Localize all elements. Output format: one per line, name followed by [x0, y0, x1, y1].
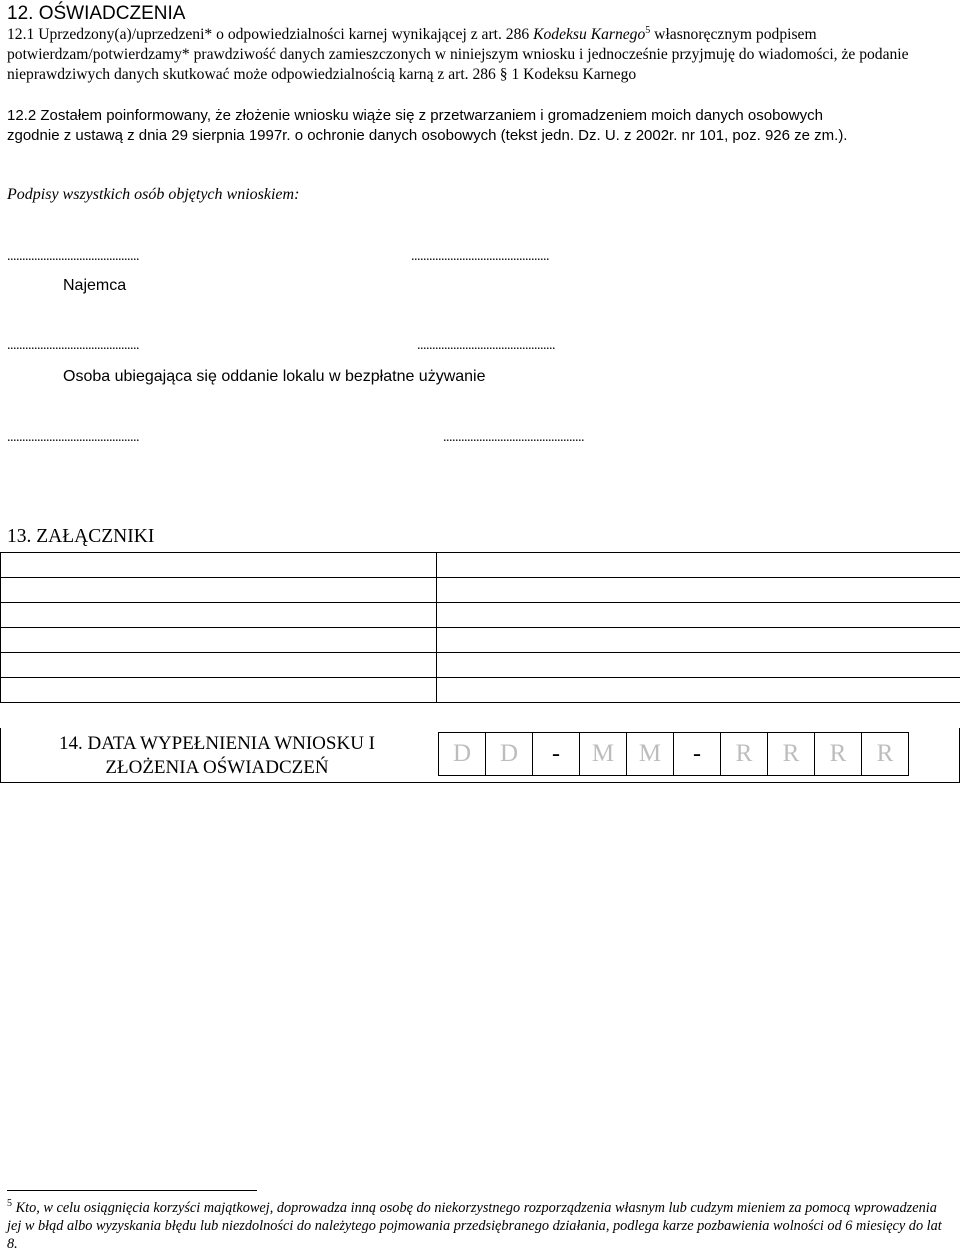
- date-digit-cell[interactable]: M: [579, 732, 627, 776]
- statement-12-2-last: zgodnie z ustawą z dnia 29 sierpnia 1997r. o ochronie danych osobowych (tekst jedn. Dz. U. z 2002r. nr 101, poz. 926 ze zm.).: [7, 127, 848, 144]
- date-digit-cell[interactable]: R: [814, 732, 862, 776]
- signature-label-applicant: Osoba ubiegająca się oddanie lokalu w bezpłatne używanie: [63, 368, 486, 385]
- date-digit-cell[interactable]: R: [767, 732, 815, 776]
- signature-line-2-left[interactable]: ............................................: [7, 338, 139, 353]
- attachment-cell-left[interactable]: [1, 578, 437, 603]
- statement-12-1-intro: 12.1 Uprzedzony(a)/uprzedzeni* o odpowiedzialności karnej wynikającej z art. 286: [7, 26, 534, 43]
- attachment-row: [1, 578, 960, 603]
- date-input-field[interactable]: [439, 732, 909, 774]
- attachment-cell-left[interactable]: [1, 653, 437, 678]
- date-digit-cell[interactable]: M: [626, 732, 674, 776]
- signature-line-3-right[interactable]: ...............................................: [443, 430, 584, 445]
- date-separator: -: [532, 732, 580, 776]
- attachment-cell-left[interactable]: [1, 678, 437, 703]
- signature-label-najemca: Najemca: [63, 277, 127, 294]
- attachment-cell-left[interactable]: [1, 628, 437, 653]
- footnote-number: 5: [7, 1198, 12, 1210]
- footnote-divider: [7, 1190, 257, 1191]
- attachment-row: [1, 678, 960, 703]
- signature-line-1-left[interactable]: ............................................: [7, 249, 139, 264]
- date-digit-cell[interactable]: D: [485, 732, 533, 776]
- attachment-cell-right[interactable]: [437, 578, 960, 603]
- date-label-line-1: 14. DATA WYPEŁNIENIA WNIOSKU I: [58, 733, 375, 754]
- section-13-heading: 13. ZAŁĄCZNIKI: [7, 526, 155, 547]
- attachment-cell-left[interactable]: [1, 603, 437, 628]
- statement-12-2-main: 12.2 Zostałem poinformowany, że złożenie wniosku wiąże się z przetwarzaniem i gromadzeniem moich danych osobowych: [7, 107, 823, 124]
- attachment-cell-left[interactable]: [1, 553, 437, 578]
- date-separator: -: [673, 732, 721, 776]
- attachment-row: [1, 553, 960, 578]
- attachment-cell-right[interactable]: [437, 628, 960, 653]
- attachment-cell-right[interactable]: [437, 653, 960, 678]
- attachment-cell-right[interactable]: [437, 603, 960, 628]
- date-digit-cell[interactable]: R: [720, 732, 768, 776]
- footnote-5: [7, 1199, 952, 1253]
- footnote-ref: 5: [645, 24, 651, 36]
- statement-12-1: [7, 25, 952, 85]
- signatures-title: Podpisy wszystkich osób objętych wnioskiem:: [7, 186, 300, 203]
- footnote-text: Kto, w celu osiągnięcia korzyści majątkowej, doprowadza inną osobę do niekorzystnego rozporządzenia własnym lub cudzym mieniem za pomocą wprowadzenia jej w błąd albo wyzyskania błędu lub niezdolności do należytego pojmowania przedsiębranego działania, podlega karze pozbawienia wolności od 6 miesięcy do lat 8.: [7, 1200, 942, 1252]
- date-digit-cell[interactable]: D: [438, 732, 486, 776]
- section-12-heading: 12. OŚWIADCZENIA: [7, 3, 186, 24]
- signature-line-3-left[interactable]: ............................................: [7, 430, 139, 445]
- attachment-row: [1, 628, 960, 653]
- date-digit-cell[interactable]: R: [861, 732, 909, 776]
- statement-12-1-rest: własnoręcznym podpisem potwierdzam/potwierdzamy* prawdziwość danych zamieszczonych w niniejszym wniosku i jednocześnie przyjmuję do wiadomości, że podanie nieprawdziwych danych skutkować może odpowiedzialnością karną z art. 286 § 1 Kodeksu Karnego: [7, 26, 909, 83]
- signature-line-1-right[interactable]: ..............................................: [411, 249, 549, 264]
- attachment-row: [1, 653, 960, 678]
- attachment-cell-right[interactable]: [437, 678, 960, 703]
- attachments-table: [0, 552, 960, 703]
- attachment-cell-right[interactable]: [437, 553, 960, 578]
- statement-12-1-code-name: Kodeksu Karnego: [533, 26, 646, 43]
- signature-line-2-right[interactable]: ..............................................: [417, 338, 555, 353]
- attachment-row: [1, 603, 960, 628]
- date-label-line-2: ZŁOŻENIA OŚWIADCZEŃ: [105, 757, 329, 778]
- date-label: [2, 732, 432, 780]
- statement-12-2: [7, 106, 952, 146]
